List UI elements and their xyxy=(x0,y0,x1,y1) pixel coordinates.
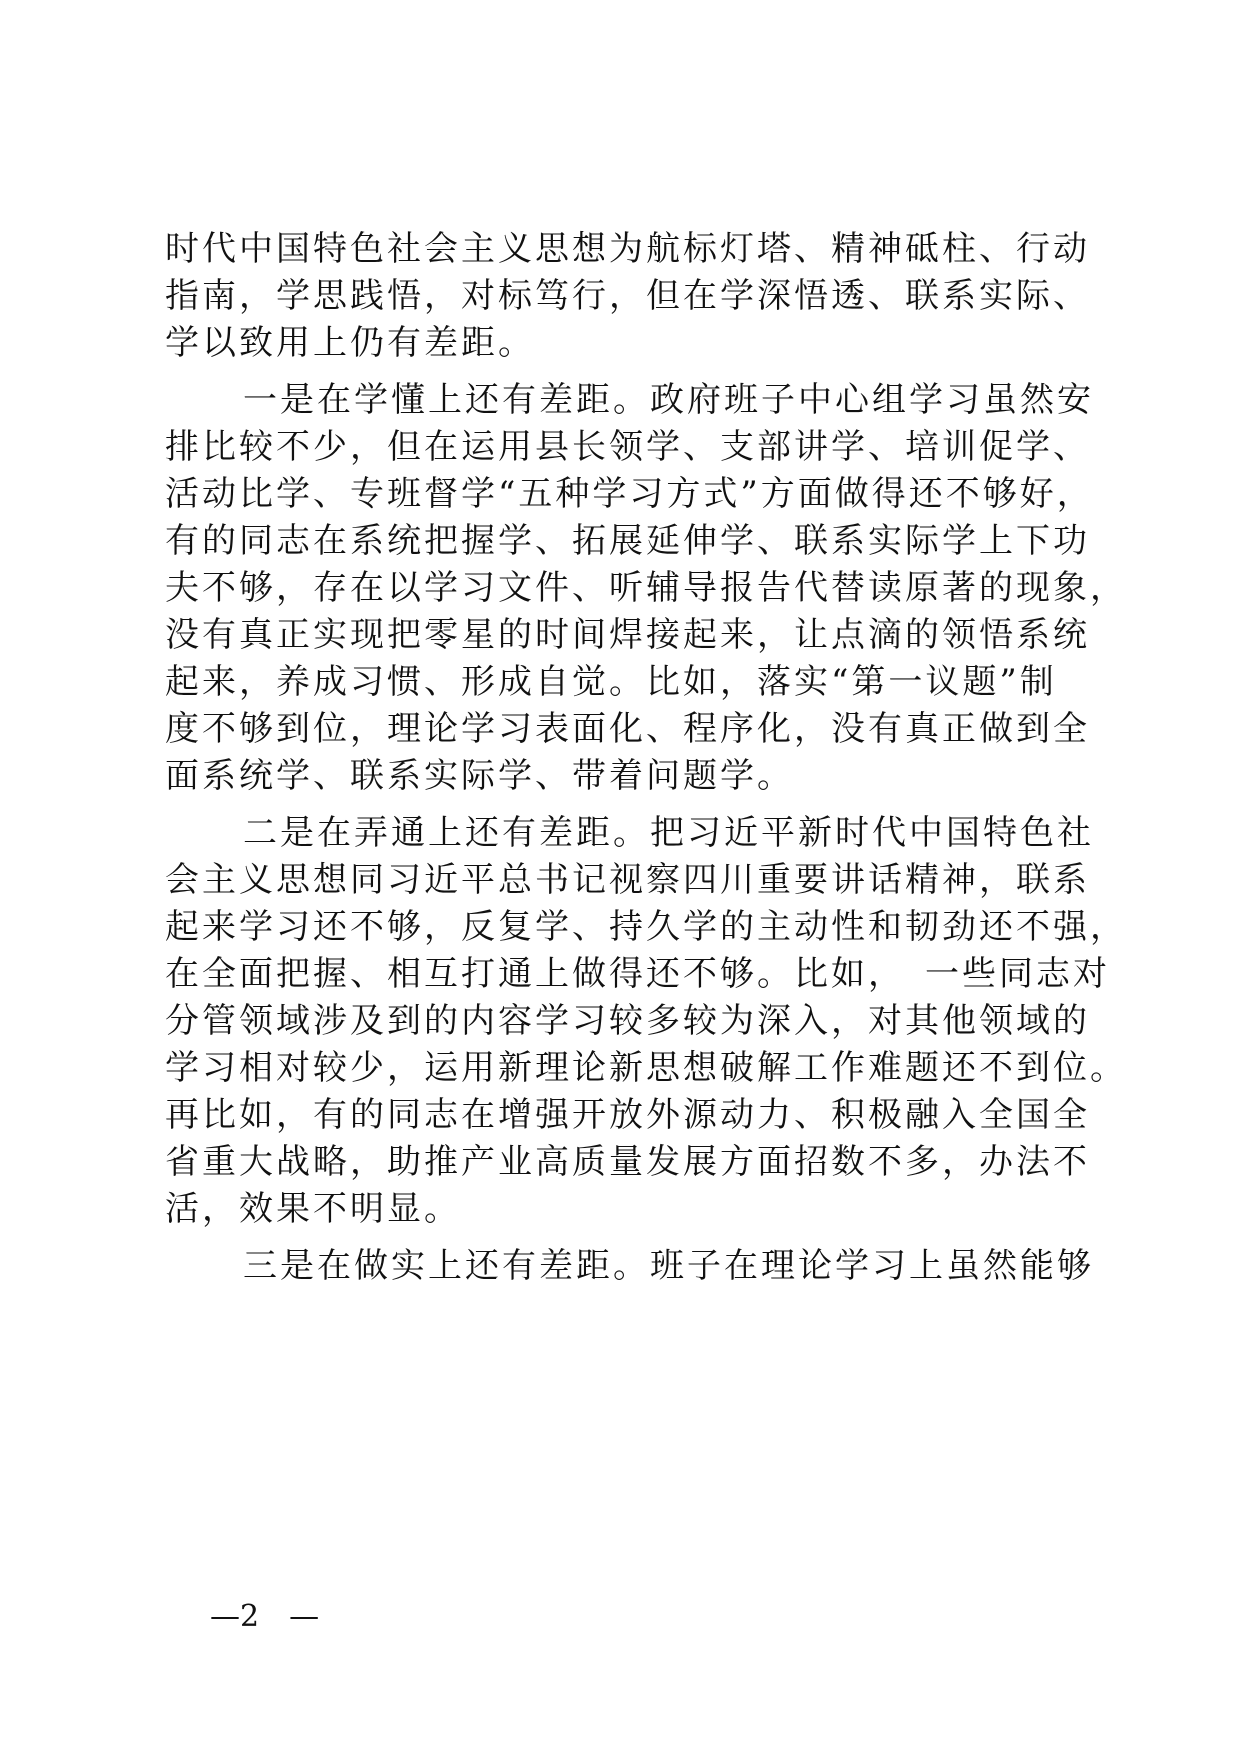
text-line: 没有真正实现把零星的时间焊接起来，让点滴的领悟系统 xyxy=(165,615,1090,655)
page-number: —2 — xyxy=(210,1599,320,1634)
text-line: 夫不够，存在以学习文件、听辅导报告代替读原著的现象， xyxy=(165,568,1127,608)
text-line: 度不够到位，理论学习表面化、程序化，没有真正做到全 xyxy=(165,709,1090,749)
text-line: 省重大战略，助推产业高质量发展方面招数不多，办法不 xyxy=(165,1142,1090,1182)
text-line: 一是在学懂上还有差距。政府班子中心组学习虽然安 xyxy=(243,380,1094,420)
text-line: 指南，学思践悟，对标笃行，但在学深悟透、联系实际、 xyxy=(165,276,1090,316)
text-line: 分管领域涉及到的内容学习较多较为深入，对其他领域的 xyxy=(165,1001,1090,1041)
paragraph-gap xyxy=(165,367,1095,377)
text-line: 活动比学、专班督学“五种学习方式”方面做得还不够好， xyxy=(165,474,1094,514)
document-body xyxy=(165,226,1127,1290)
text-line: 二是在弄通上还有差距。把习近平新时代中国特色社 xyxy=(243,813,1094,853)
text-line: 时代中国特色社会主义思想为航标灯塔、精神砥柱、行动 xyxy=(165,229,1090,269)
paragraph xyxy=(165,226,1095,367)
text-line: 学以致用上仍有差距。 xyxy=(165,323,535,363)
paragraph xyxy=(165,810,1127,1233)
text-line: 会主义思想同习近平总书记视察四川重要讲话精神，联系 xyxy=(165,860,1090,900)
text-line: 在全面把握、相互打通上做得还不够。比如， 一些同志对 xyxy=(165,954,1110,994)
text-line: 起来学习还不够，反复学、持久学的主动性和韧劲还不强， xyxy=(165,907,1127,947)
text-line: 排比较不少，但在运用县长领学、支部讲学、培训促学、 xyxy=(165,427,1090,467)
text-line: 三是在做实上还有差距。班子在理论学习上虽然能够 xyxy=(243,1246,1094,1286)
text-line: 面系统学、联系实际学、带着问题学。 xyxy=(165,756,794,796)
text-line: 再比如，有的同志在增强开放外源动力、积极融入全国全 xyxy=(165,1095,1090,1135)
text-line: 起来，养成习惯、形成自觉。比如，落实“第一议题”制 xyxy=(165,662,1057,702)
paragraph xyxy=(165,377,1127,800)
paragraph-gap xyxy=(165,800,1095,810)
text-line: 学习相对较少，运用新理论新思想破解工作难题还不到位。 xyxy=(165,1048,1127,1088)
text-line: 有的同志在系统把握学、拓展延伸学、联系实际学上下功 xyxy=(165,521,1090,561)
paragraph xyxy=(165,1243,1095,1290)
text-line: 活，效果不明显。 xyxy=(165,1189,461,1229)
paragraph-gap xyxy=(165,1233,1095,1243)
